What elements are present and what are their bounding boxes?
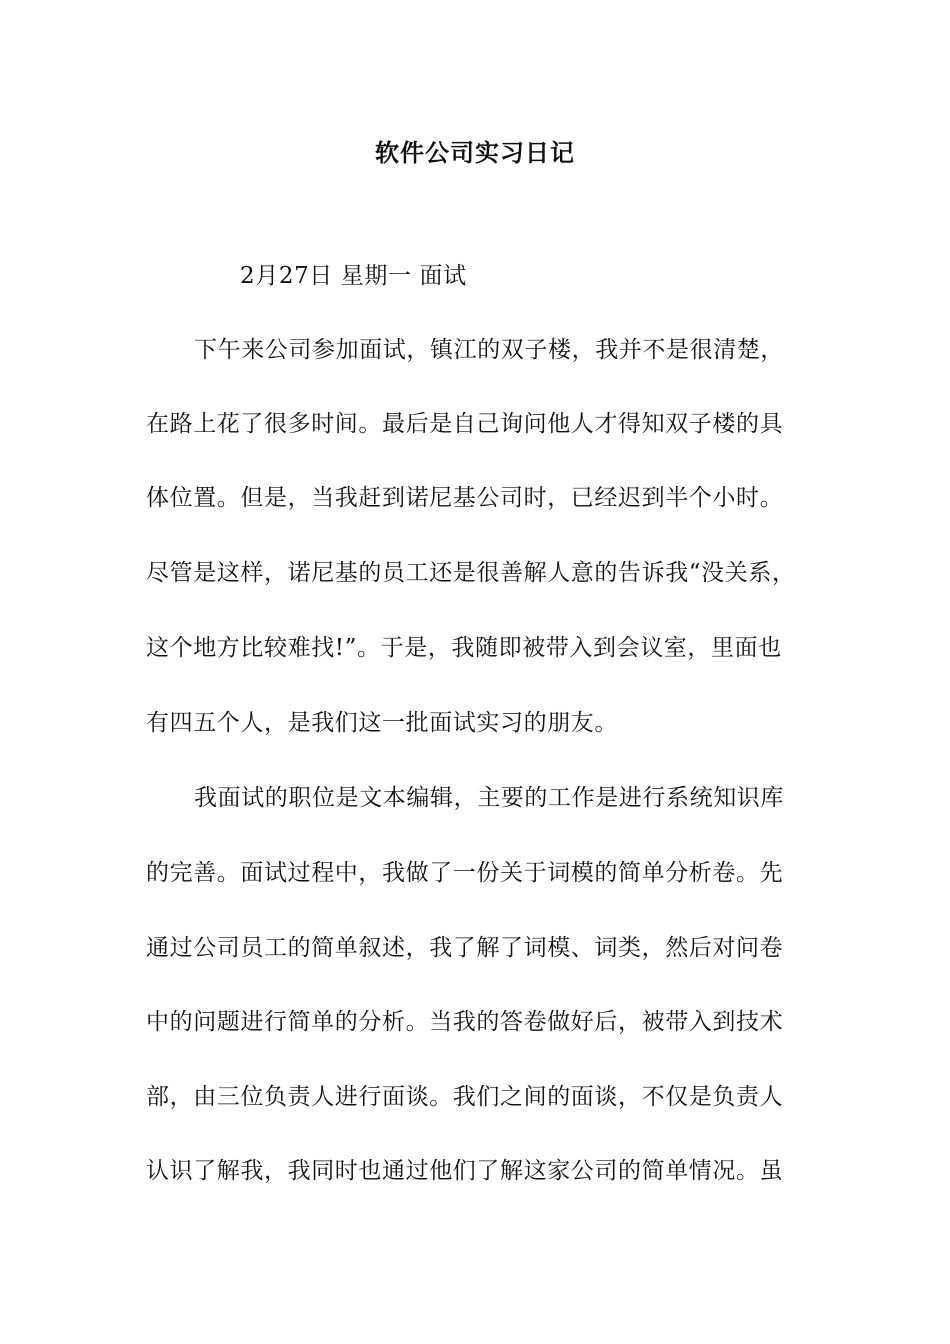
entry-date-heading: 2月27日 星期一 面试 (240, 263, 467, 289)
paragraph-line: 尽管是这样，诺尼基的员工还是很善解人意的告诉我“没关系， (146, 560, 796, 586)
paragraph-line: 这个地方比较难找!”。于是，我随即被带入到会议室，里面也 (146, 635, 782, 661)
paragraph-line: 有四五个人，是我们这一批面试实习的朋友。 (146, 710, 618, 736)
document-title: 软件公司实习日记 (375, 139, 575, 167)
paragraph-line: 部，由三位负责人进行面谈。我们之间的面谈，不仅是负责人 (146, 1084, 784, 1110)
paragraph-line: 体位置。但是，当我赶到诺尼基公司时，已经迟到半个小时。 (146, 485, 784, 511)
paragraph-line: 中的问题进行简单的分析。当我的答卷做好后，被带入到技术 (146, 1009, 784, 1035)
paragraph-line: 下午来公司参加面试，镇江的双子楼，我并不是很清楚， (194, 337, 784, 363)
paragraph-line: 通过公司员工的简单叙述，我了解了词模、词类，然后对问卷 (146, 935, 784, 961)
paragraph-line: 的完善。面试过程中，我做了一份关于词模的简单分析卷。先 (146, 860, 784, 886)
paragraph-line: 认识了解我，我同时也通过他们了解这家公司的简单情况。虽 (146, 1158, 784, 1184)
paragraph-line: 我面试的职位是文本编辑，主要的工作是进行系统知识库 (194, 785, 784, 811)
paragraph-line: 在路上花了很多时间。最后是自己询问他人才得知双子楼的具 (146, 411, 784, 437)
